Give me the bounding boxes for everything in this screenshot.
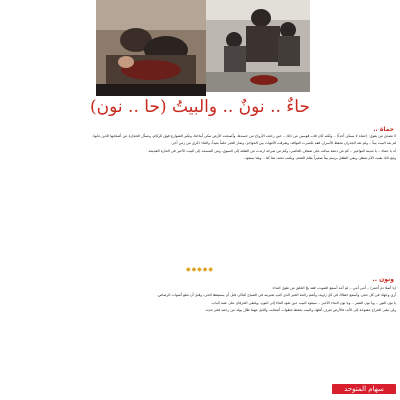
section-2-text [4,286,396,314]
photo-right [206,0,310,92]
section-1-text [4,134,396,162]
photo-left [96,0,206,96]
paragraph: ولن تبقى الجراح مفتوحة إلى الأبد، فالأرض تعرف أهلها، والبيت يحفظ خطوات أصحابه، والليل مهما طال يولد من رحمه فجر جديد. [204,308,396,313]
section-label-1: حماة .. [373,126,394,133]
header-photos [0,0,400,96]
blog-name-badge[interactable]: سهام المتوحد [332,384,396,394]
section-divider: ◆◆◆◆◆ [185,266,215,273]
paragraph: آه يا حماة .. يا مدينة النواعير .. كم من دمعة سالت على ضفاف العاصي، وكم من صرخة ارتدت من القلعة إلى السوق، ومن المسجد إلى البيت الأخير في الحارة القديمة. [147,148,396,153]
paragraph: لم يعد البيت بيتاً .. ولم تعد الجدران تحفظ الأسرار، فقد تكسرت النوافذ، وتفرقت الأمهات بين الحواجز، وصار الخبز حلماً بعيداً، والماء ذكرى من زمن آخر. [171,141,396,146]
paragraph: يا نون النور .. ويا نون النصر .. ويا نون النداء الأخير .. سيعود البيت حين تعود الحاء إلى النون، ويلتقي الحرفان على عتبة الباب. [210,300,396,305]
paragraph: أرى وجهك في كل حجر، وأسمع خطاك في كل زاوية، وأشم رائحة الخبز الذي كنتِ تخبزينه في الصباح الباكر، قبل أن يستيقظ الحي، وقبل أن تعلو أصوات الرصاص. [156,293,396,298]
section-label-2: ونون .. [372,276,394,283]
photo-right-image [206,0,310,92]
photo-left-image [96,0,206,96]
page-title: حاءٌ .. نونٌ .. والبيتُ (حا .. نون) [90,97,310,117]
paragraph: ومع ذلك بقيت الأم تنتظر، وبقي الطفل يرسم بيتاً صغيراً بقلم الفحم، ويكتب تحته: هنا كنا .. وهنا سنعود. [243,156,396,161]
paragraph: (يا أصلا دم أحمر) .. أمي أمي .. لم أعد أسمع الصوت، فقد بحّ الحلق من طول النداء. [271,286,396,290]
paragraph: لا تصدق من يقول: (حماه لا يسكن أحداً) .. ولكنه كان قاب قوسين من ذلك .. حين رحلت الأرواح من جسدها، وأصبحت الأرض تبكي أبناءها، وتكبر الشوارع فوق الركام، وتسأل الحجارة عن أصحابها الذين غابوا. [92,134,396,138]
